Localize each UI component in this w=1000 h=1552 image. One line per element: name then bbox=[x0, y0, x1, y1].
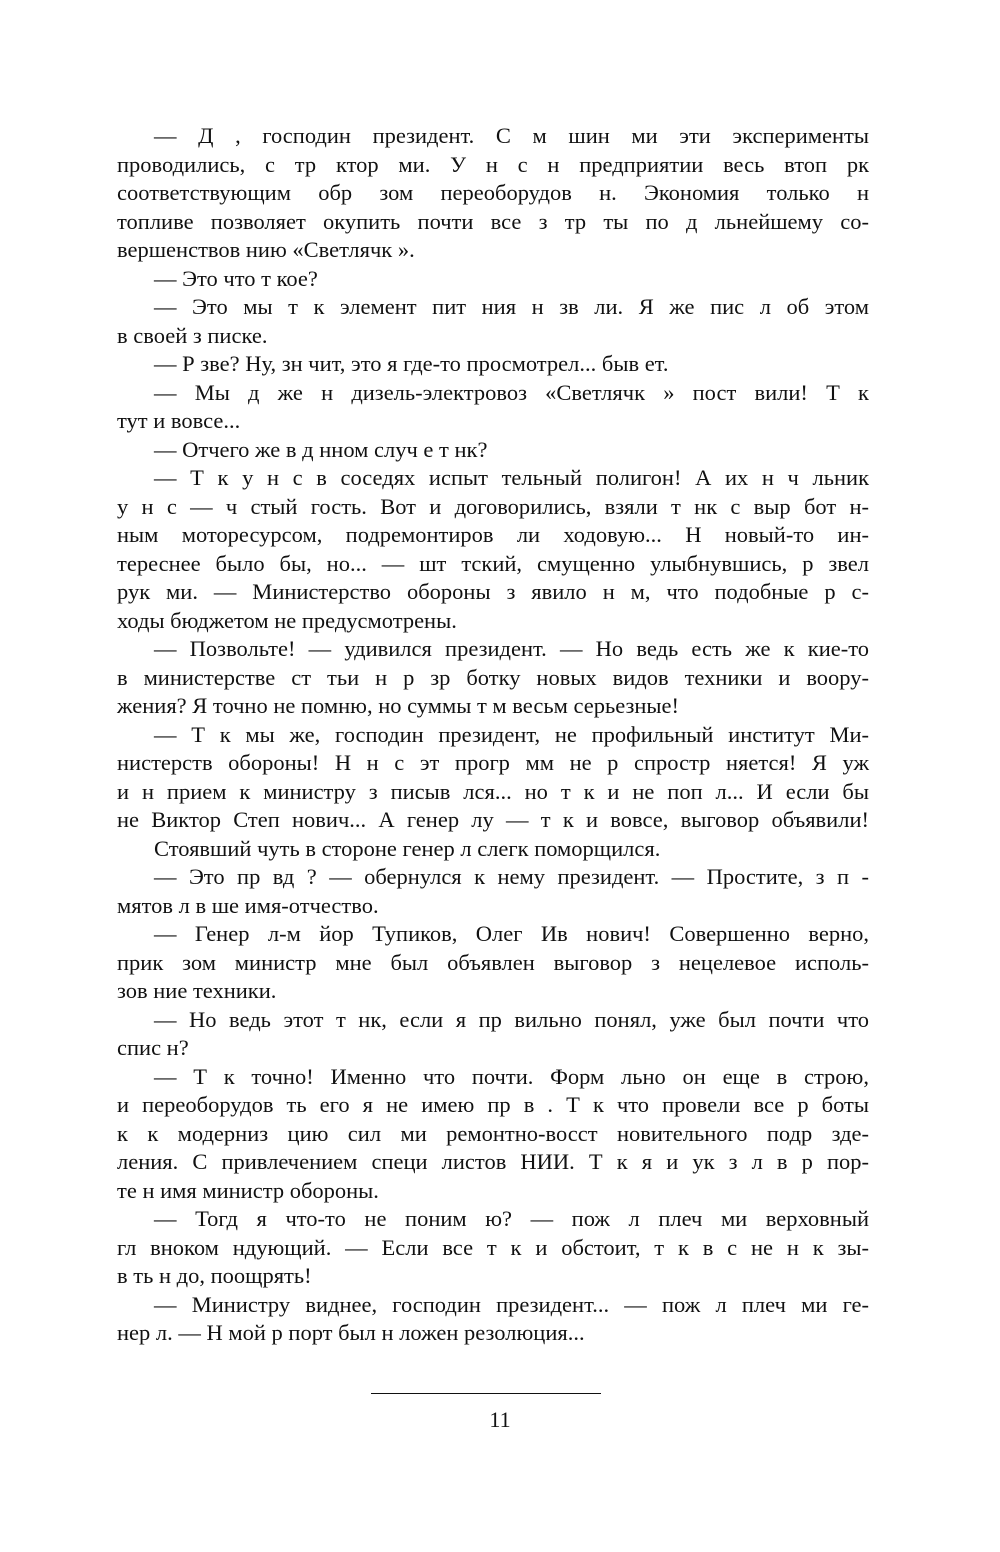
text-line: ходы бюджетом не предусмотрены. bbox=[117, 607, 457, 633]
text-line: — Это пр вд ? — обернулся к нему президент. — Простите, з п - bbox=[154, 864, 869, 889]
text-line: — Министру виднее, господин президент... — пож л плеч ми ге- bbox=[154, 1291, 869, 1317]
text-line: нер л. — Н мой р порт был н ложен резолюция... bbox=[117, 1320, 585, 1345]
text-line: ления. С привлечением специ листов НИИ. Т к я и ук з л в р пор- bbox=[117, 1149, 869, 1174]
footer-rule bbox=[371, 1393, 601, 1394]
text-line: в своей з писке. bbox=[117, 322, 268, 348]
text-line: к к модерниз цию сил ми ремонтно-восст новительного подр зде- bbox=[117, 1120, 869, 1146]
text-line: соответствующим обр зом переоборудов н. Экономия только н bbox=[117, 180, 869, 205]
text-line: тут и вовсе... bbox=[117, 408, 241, 433]
text-line: топливе позволяет окупить почти все з тр ты по д льнейшему со- bbox=[117, 208, 869, 234]
text-line: те н имя министр обороны. bbox=[117, 1177, 379, 1203]
text-line: вершенствов нию «Светлячк ». bbox=[117, 237, 415, 262]
text-line: у н с — ч стый гость. Вот и договорились, взяли т нк с выр бот н- bbox=[117, 493, 869, 519]
text-line: и переоборудов ть его я не имею пр в . Т к что провели все р боты bbox=[117, 1092, 869, 1117]
text-line: — Но ведь этот т нк, если я пр вильно понял, уже был почти что bbox=[154, 1006, 869, 1032]
text-line: — Д , господин президент. С м шин ми эти эксперименты bbox=[154, 123, 869, 148]
text-line: спис н? bbox=[117, 1035, 189, 1060]
text-line: гл вноком ндующий. — Если все т к и обстоит, т к в с не н к зы- bbox=[117, 1234, 869, 1260]
text-line: Стоявший чуть в стороне генер л слегк поморщился. bbox=[154, 835, 661, 861]
text-line: в ть н до, поощрять! bbox=[117, 1263, 312, 1288]
text-line: тереснее было бы, но... — шт тский, смущенно улыбнувшись, р звел bbox=[117, 550, 869, 576]
text-line: ным моторесурсом, подремонтиров ли ходовую... Н новый-то ин- bbox=[117, 522, 869, 547]
text-line: мятов л в ше имя-отчество. bbox=[117, 892, 379, 918]
text-line: в министерстве ст тьи н р зр ботку новых видов техники и воору- bbox=[117, 664, 869, 690]
text-line: — Это что т кое? bbox=[154, 265, 318, 291]
text-line: рук ми. — Министерство обороны з явило н м, что подобные р с- bbox=[117, 579, 869, 604]
text-line: не Виктор Степ нович... А генер лу — т к и вовсе, выговор объявили! bbox=[117, 807, 869, 832]
text-line: — Т к у н с в соседях испыт тельный полигон! А их н ч льник bbox=[154, 465, 869, 490]
text-line: зов ние техники. bbox=[117, 978, 277, 1003]
page-number: 11 bbox=[489, 1407, 511, 1432]
text-line: — Р зве? Ну, зн чит, это я где-то просмотрел... быв ет. bbox=[154, 351, 669, 376]
text-line: жения? Я точно не помню, но суммы т м весьм серьезные! bbox=[117, 693, 679, 718]
text-line: — Это мы т к элемент пит ния н зв ли. Я же пис л об этом bbox=[154, 294, 869, 319]
text-line: — Отчего же в д нном случ е т нк? bbox=[154, 436, 488, 462]
text-line: прик зом министр мне был объявлен выговор з нецелевое исполь- bbox=[117, 949, 869, 975]
body-text bbox=[117, 122, 869, 1348]
text-line: — Мы д же н дизель-электровоз «Светлячк » пост вили! Т к bbox=[154, 379, 869, 405]
text-line: — Т к точно! Именно что почти. Форм льно он еще в строю, bbox=[154, 1063, 869, 1089]
text-line: нистерств обороны! Н н с эт прогр мм не р спростр няется! Я уж bbox=[117, 750, 869, 775]
text-line: — Генер л-м йор Тупиков, Олег Ив нович! Совершенно верно, bbox=[154, 921, 869, 946]
text-line: — Т к мы же, господин президент, не профильный институт Ми- bbox=[154, 721, 869, 747]
text-line: и н прием к министру з писыв лся... но т к и не поп л... И если бы bbox=[117, 778, 869, 804]
text-line: проводились, с тр ктор ми. У н с н предприятии весь втоп рк bbox=[117, 151, 869, 177]
text-line: — Позвольте! — удивился президент. — Но ведь есть же к кие-то bbox=[154, 636, 869, 661]
text-line: — Тогд я что-то не поним ю? — пож л плеч ми верховный bbox=[154, 1206, 869, 1231]
